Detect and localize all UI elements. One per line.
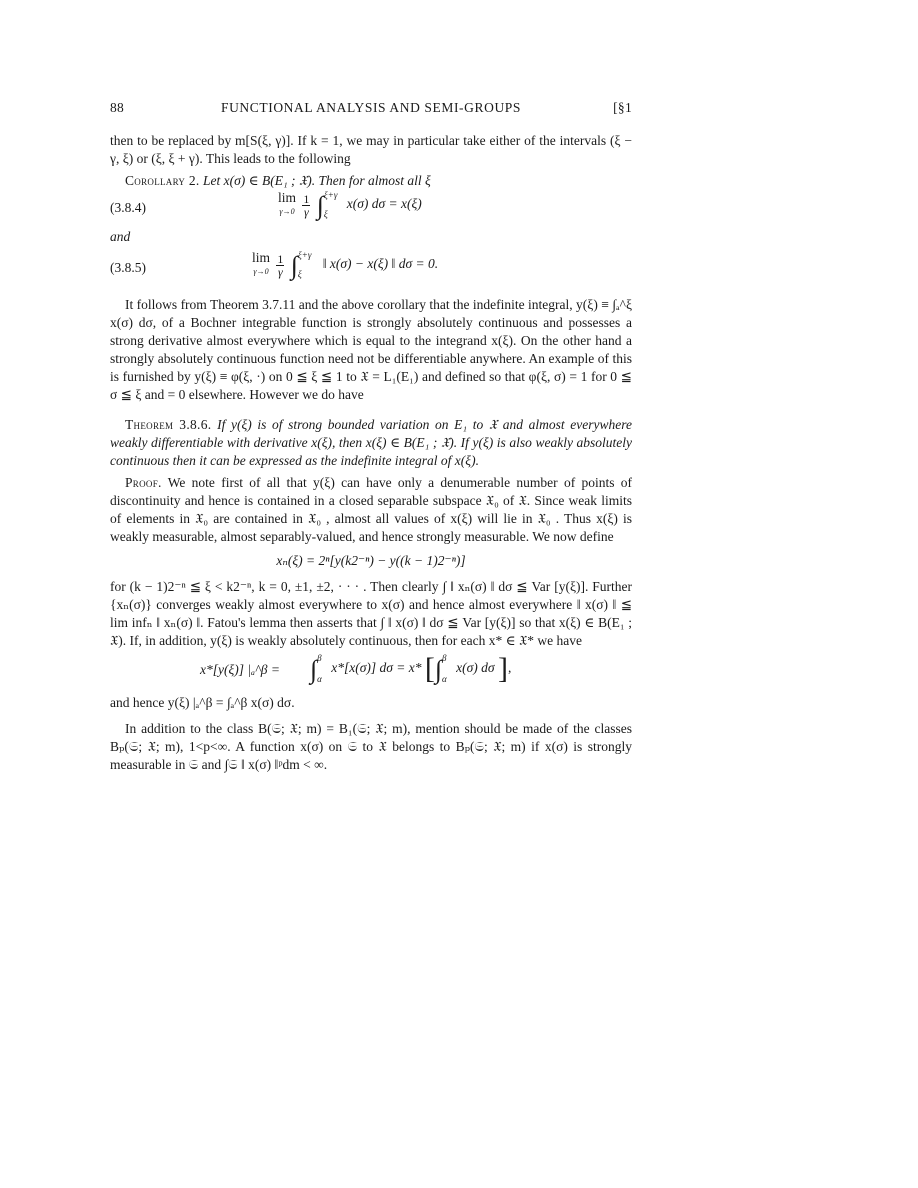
left-bracket: [ xyxy=(424,652,435,685)
running-title: FUNCTIONAL ANALYSIS AND SEMI-GROUPS xyxy=(220,100,522,115)
upper-limit: ξ+γ xyxy=(297,250,312,260)
page xyxy=(110,100,632,774)
paragraph-2: It follows from Theorem 3.7.11 and the above corollary that the indefinite integral, y(ξ) ≡ ∫ₐ^ξ x(σ) dσ, of a Bochner integrable function is strongly absolutely continuous and possesses a strong derivative almost everywhere which is equal to the integrand x(ξ). On the other hand a strongly absolutely continuous function need not be differentiable anywhere. An example of this is furnished by y(ξ) ≡ φ(ξ, ·) on 0 ≦ ξ ≦ 1 to 𝔛 = L₁(E₁) and defined so that φ(ξ, σ) = 1 for 0 ≦ σ ≦ ξ and = 0 elsewhere. However we do have xyxy=(110,297,632,402)
equation-weak-integral: x*[y(ξ)] |ₐ^β = ∫ β α x*[x(σ)] dσ = x* [∫ β α x(σ) dσ ], xyxy=(200,652,512,685)
integral-sign: ∫ xyxy=(310,655,318,684)
paragraph-1: then to be replaced by m[S(ξ, γ)]. If k = 1, we may in particular take either of the intervals (ξ − γ, ξ) or (ξ, ξ + γ). This leads to the following xyxy=(110,133,632,166)
integral-sign-inner: ∫ xyxy=(434,655,443,684)
eq4-inner: x(σ) dσ xyxy=(456,660,495,675)
right-bracket: ] xyxy=(497,652,508,685)
upper-limit-inner: β xyxy=(442,652,447,663)
fraction-denominator: γ xyxy=(304,204,309,219)
proof xyxy=(110,474,632,546)
equation-3-8-5 xyxy=(110,250,632,288)
integral-sign: ∫ xyxy=(316,191,324,221)
theorem-statement: If y(ξ) is of strong bounded variation on E₁ to 𝔛 and almost everywhere weakly differentiable with derivative x(ξ), then x(ξ) ∈ B(E₁ ; 𝔛). If y(ξ) is also weakly absolutely continuous then it can be expressed as the indefinite integral of x(ξ). xyxy=(110,417,632,468)
paragraph-4: and hence y(ξ) |ₐ^β = ∫ₐ^β x(σ) dσ. xyxy=(110,695,295,710)
integral-sign: ∫ xyxy=(290,251,298,281)
theorem-label: Theorem 3.8.6. xyxy=(125,417,212,432)
eq4-middle: x*[x(σ)] dσ = x* xyxy=(331,660,422,675)
lim-word: lim xyxy=(252,250,271,265)
equation-body xyxy=(278,190,422,220)
running-header xyxy=(110,100,632,120)
section-marker: [§1 xyxy=(613,100,632,115)
integrand: x(σ) dσ = x(ξ) xyxy=(346,196,422,212)
equation-body xyxy=(252,250,438,280)
eq4-left: x*[y(ξ)] |ₐ^β = xyxy=(200,662,280,677)
corollary-label: Corollary 2. xyxy=(125,173,200,188)
fraction-numerator: 1 xyxy=(277,251,284,266)
fraction-numerator: 1 xyxy=(303,191,310,206)
upper-limit: ξ+γ xyxy=(323,190,338,200)
equation-3-8-4 xyxy=(110,190,632,228)
corollary xyxy=(110,172,632,190)
lower-limit-inner: α xyxy=(442,673,447,684)
equation-number: (3.8.5) xyxy=(110,260,146,275)
theorem xyxy=(110,416,632,470)
lower-limit: α xyxy=(317,673,322,684)
corollary-statement: Let x(σ) ∈ B(E₁ ; 𝔛). Then for almost all ξ xyxy=(202,173,431,188)
paragraph-5: In addition to the class B(𝔖; 𝔛; m) = B₁(𝔖; 𝔛; m), mention should be made of the classes Bₚ(𝔖; 𝔛; m), 1<p<∞. A function x(σ) on 𝔖 to 𝔛 belongs to Bₚ(𝔖; 𝔛; m) if x(σ) is strongly measurable in 𝔖 and ∫𝔖 ‖ x(σ) ‖ᵖdm < ∞. xyxy=(110,721,632,772)
integrand: ‖ x(σ) − x(ξ) ‖ dσ = 0. xyxy=(322,256,439,272)
lim-subscript: γ→0 xyxy=(279,207,295,216)
proof-text: We note first of all that y(ξ) can have only a denumerable number of points of discontinuity and hence is contained in a closed separable subspace 𝔛₀ of 𝔛. Since weak limits of elements in 𝔛₀ are contained in 𝔛₀ , almost all values of x(ξ) will lie in 𝔛₀ . Thus x(ξ) is weakly measurable, almost separably-valued, and hence strongly measurable. We now define xyxy=(110,475,632,544)
equation-xn-definition: xₙ(ξ) = 2ⁿ[y(k2⁻ⁿ) − y((k − 1)2⁻ⁿ)] xyxy=(276,553,466,568)
paragraph-3: for (k − 1)2⁻ⁿ ≦ ξ < k2⁻ⁿ, k = 0, ±1, ±2, · · · . Then clearly ∫ ‖ xₙ(σ) ‖ dσ ≦ Var [y(ξ)]. Further {xₙ(σ)} converges weakly almost everywhere to x(σ) and hence almost everywhere ‖ x(σ) ‖ ≦ lim infₙ ‖ xₙ(σ) ‖. Fatou's lemma then asserts that ∫ ‖ x(σ) ‖ dσ ≦ Var [y(ξ)] so that x(ξ) ∈ B(E₁ ; 𝔛). If, in addition, y(ξ) is weakly absolutely continuous, then for each x* ∈ 𝔛* we have xyxy=(110,579,632,648)
page-number: 88 xyxy=(110,100,125,115)
lim-word: lim xyxy=(278,190,297,205)
lower-limit: ξ xyxy=(323,209,328,219)
and-word: and xyxy=(110,229,131,244)
lim-subscript: γ→0 xyxy=(253,267,269,276)
upper-limit: β xyxy=(317,652,322,663)
proof-label: Proof. xyxy=(125,475,162,490)
lower-limit: ξ xyxy=(297,269,302,279)
equation-number: (3.8.4) xyxy=(110,200,146,215)
fraction-denominator: γ xyxy=(278,264,283,279)
